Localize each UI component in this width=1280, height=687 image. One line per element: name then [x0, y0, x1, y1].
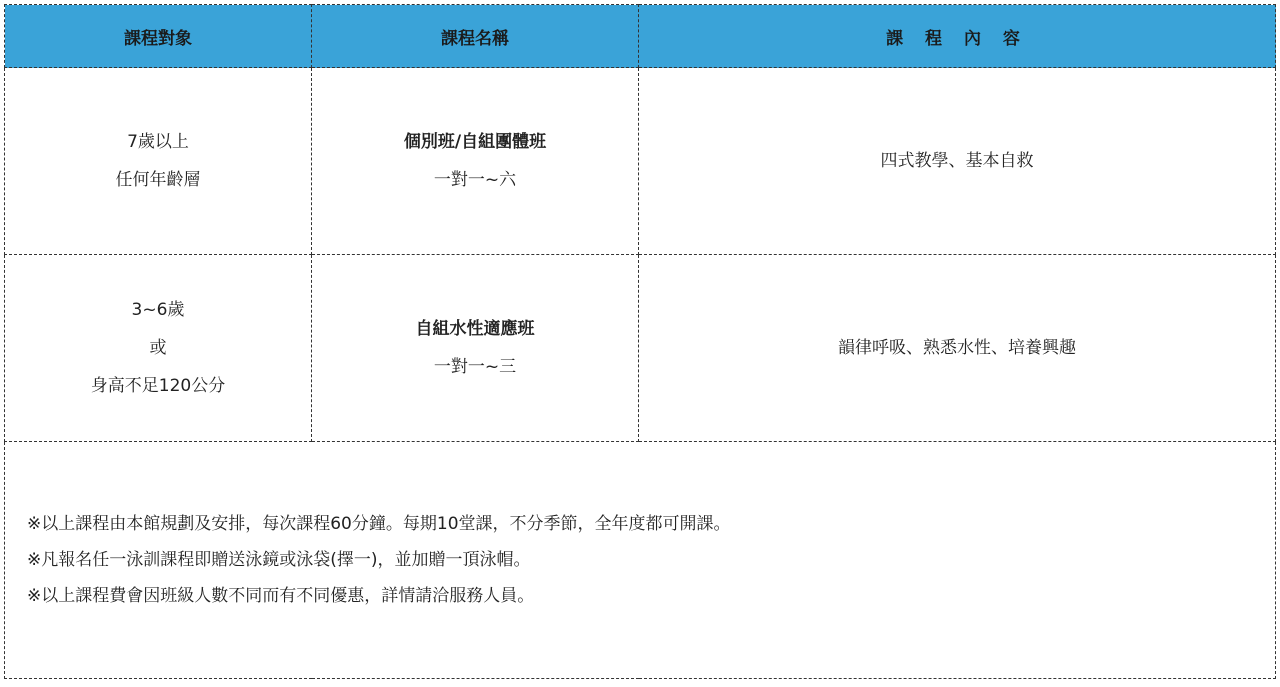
table-row — [5, 68, 1276, 255]
target-line: 身高不足120公分 — [90, 376, 226, 396]
course-content: 四式教學、基本自救 — [880, 151, 1034, 171]
note-item: ※凡報名任一泳訓課程即贈送泳鏡或泳袋(擇一)，並加贈一頂泳帽。 — [27, 550, 531, 570]
cell-course-name — [312, 255, 639, 442]
course-name: 個別班/自組團體班 — [403, 132, 547, 152]
header-course-target: 課程對象 — [5, 5, 312, 68]
cell-course-content — [639, 255, 1276, 442]
cell-course-name — [312, 68, 639, 255]
notes-row — [5, 442, 1276, 679]
note-item: ※以上課程費會因班級人數不同而有不同優惠，詳情請洽服務人員。 — [27, 586, 535, 606]
header-course-content: 課 程 內 容 — [639, 5, 1276, 68]
table-header-row — [5, 5, 1276, 68]
note-item: ※以上課程由本館規劃及安排，每次課程60分鐘。每期10堂課，不分季節，全年度都可開課。 — [27, 514, 731, 534]
target-line: 或 — [149, 338, 167, 358]
target-line: 7歲以上 — [127, 132, 189, 152]
course-ratio: 一對一~六 — [433, 170, 517, 190]
notes-cell — [5, 442, 1276, 679]
course-table — [4, 4, 1276, 679]
course-table-wrapper — [4, 4, 1275, 679]
header-course-name: 課程名稱 — [312, 5, 639, 68]
target-line: 任何年齡層 — [115, 170, 201, 190]
cell-course-target — [5, 255, 312, 442]
table-row — [5, 255, 1276, 442]
course-ratio: 一對一~三 — [433, 357, 517, 377]
target-line: 3~6歲 — [131, 300, 185, 320]
course-name: 自組水性適應班 — [415, 319, 535, 339]
cell-course-target — [5, 68, 312, 255]
cell-course-content — [639, 68, 1276, 255]
course-content: 韻律呼吸、熟悉水性、培養興趣 — [838, 338, 1076, 358]
